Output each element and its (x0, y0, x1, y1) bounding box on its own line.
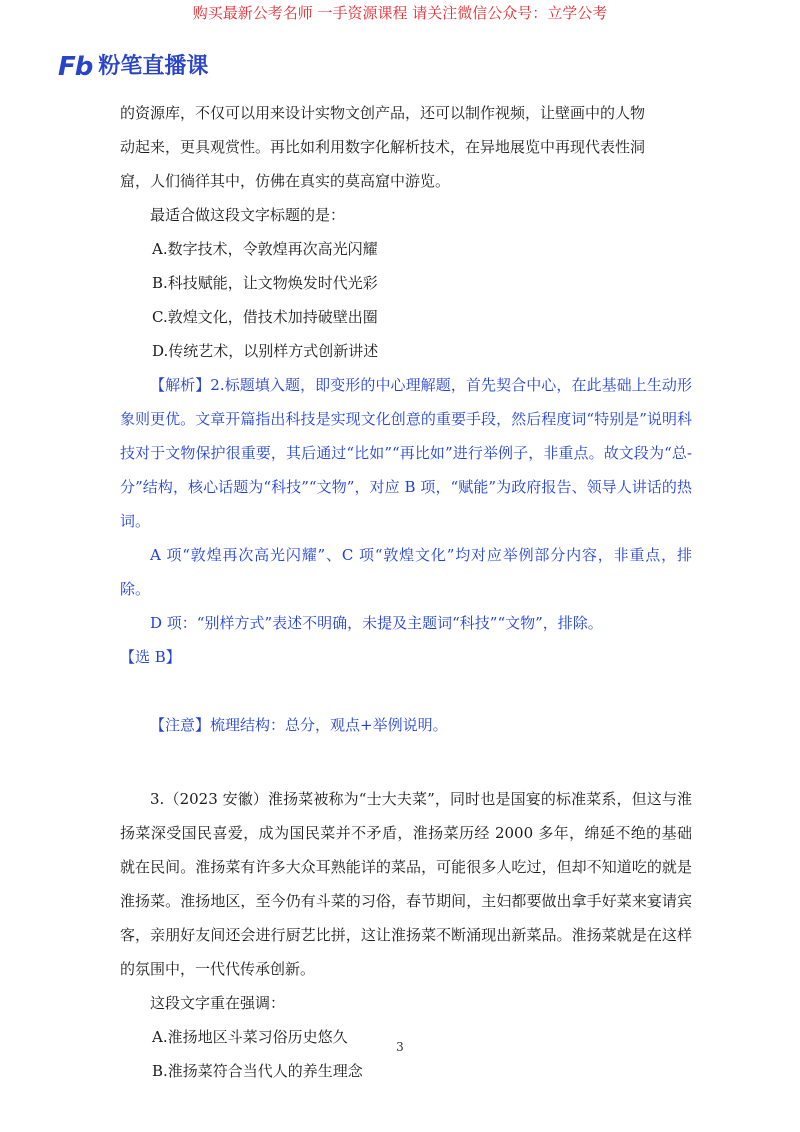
passage-line: 动起来，更具观赏性。再比如利用数字化解析技术，在异地展览中再现代表性洞 (120, 138, 646, 156)
passage-line: 的资源库，不仅可以用来设计实物文创产品，还可以制作视频，让壁画中的人物 (120, 104, 646, 122)
page-number: 3 (396, 1040, 404, 1054)
option-b: B.淮扬菜符合当代人的养生理念 (152, 1062, 363, 1080)
answer-label: 【选 B】 (120, 648, 181, 666)
option-a: A.淮扬地区斗菜习俗历史悠久 (152, 1028, 348, 1046)
fenbi-logo-icon: Fb (58, 52, 93, 82)
question-3-passage: 3.（2023 安徽）淮扬菜被称为“士大夫菜”，同时也是国宴的标准菜系，但这与淮扬菜深受国民喜爱，成为国民菜并不矛盾，淮扬菜历经 2000 多年，绵延不绝的基础就在民间。淮扬菜有许多大众耳熟能详的菜品，可能很多人吃过，但却不知道吃的就是淮扬菜。淮扬地区，至今仍有斗菜的习俗，春节期间，主妇都要做出拿手好菜来宴请宾客，亲朋好友间还会进行厨艺比拼，这让淮扬菜不断涌现出新菜品。淮扬菜就是在这样的氛围中，一代代传承创新。 (120, 790, 692, 978)
watermark-text: 购买最新公考名师 一手资源课程 请关注微信公众号：立学公考 (192, 4, 608, 22)
option-a: A.数字技术，令敦煌再次高光闪耀 (152, 240, 378, 258)
brand-name: 粉笔直播课 (98, 54, 209, 79)
question-prompt: 这段文字重在强调： (150, 994, 286, 1012)
option-c: C.敦煌文化，借技术加持破壁出圈 (152, 308, 378, 326)
brand-header (58, 52, 208, 82)
page-content (120, 96, 692, 1088)
analysis-paragraph: 【解析】2.标题填入题，即变形的中心理解题，首先契合中心，在此基础上生动形象则更优。文章开篇指出科技是实现文化创意的重要手段，然后程度词“特别是”说明科技对于文物保护很重要，其后通过“比如”“再比如”进行举例子，非重点。故文段为“总-分”结构，核心话题为“科技”“文物”，对应 B 项，“赋能”为政府报告、领导人讲话的热词。 (120, 376, 692, 530)
passage-line: 窟，人们徜徉其中，仿佛在真实的莫高窟中游览。 (120, 172, 451, 190)
question-prompt: 最适合做这段文字标题的是： (150, 206, 346, 224)
option-b: B.科技赋能，让文物焕发时代光彩 (152, 274, 378, 292)
analysis-paragraph: A 项“敦煌再次高光闪耀”、C 项“敦煌文化”均对应举例部分内容，非重点，排除。 (120, 546, 692, 598)
analysis-paragraph: D 项：“别样方式”表述不明确，未提及主题词“科技”“文物”，排除。 (150, 614, 603, 632)
option-d: D.传统艺术，以别样方式创新讲述 (152, 342, 379, 360)
note-paragraph: 【注意】梳理结构：总分，观点+举例说明。 (150, 716, 448, 734)
